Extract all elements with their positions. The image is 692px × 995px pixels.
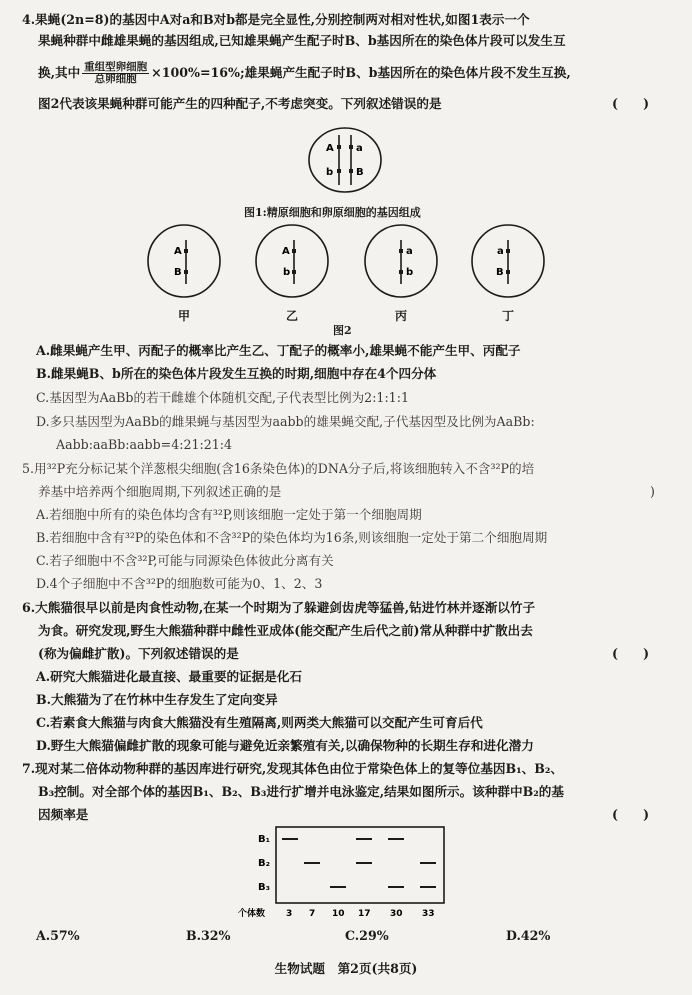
q4-option-d-cont: Aabb:aaBb:aabb=4:21:21:4 <box>56 437 233 452</box>
q6-option-a: A.研究大熊猫进化最直接、最重要的证据是化石 <box>36 669 303 684</box>
q7-answer-b: B.32% <box>186 928 231 943</box>
q4-stem-line1: 4.果蝇(2n=8)的基因中A对a和B对b都是完全显性,分别控制两对相对性状,如图1表示一个 <box>22 12 530 27</box>
q6-answer-paren: ( ) <box>612 646 650 661</box>
gel-count-lane3: 10 <box>332 909 345 919</box>
q6-stem-line2: 为食。研究发现,野生大熊猫种群中雌性亚成体(能交配产生后代之前)常从种群中扩散出去 <box>38 623 533 638</box>
fig2-bing-gene-b: b <box>406 267 414 278</box>
q4-stem-line2: 果蝇种群中雌雄果蝇的基因组成,已知雄果蝇产生配子时B、b基因所在的染色体片段可以发生互 <box>38 33 566 48</box>
q4-fraction-numerator: 重组型卵细胞 <box>84 61 148 73</box>
page-footer: 生物试题 第2页(共8页) <box>274 961 418 976</box>
q6-option-b: B.大熊猫为了在竹林中生存发生了定向变异 <box>36 692 278 707</box>
q6-stem-line1: 6.大熊猫很早以前是肉食性动物,在某一个时期为了躲避剑齿虎等猛兽,钻进竹林并逐渐以竹子 <box>22 600 536 615</box>
q4-option-c: C.基因型为AaBb的若干雌雄个体随机交配,子代表型比例为2:1:1:1 <box>36 390 409 405</box>
q4-fraction-denominator: 总卵细胞 <box>94 73 137 85</box>
figure2-cell-yi <box>253 222 331 300</box>
q7-stem-line3: 因频率是 <box>38 807 89 822</box>
gel-electrophoresis-figure <box>238 825 450 920</box>
fig2-ding-gene-B: B <box>496 267 504 278</box>
q7-stem-line2: B₃控制。对全部个体的基因B₁、B₂、B₃进行扩增并电泳鉴定,结果如图所示。该种群中B₂的基 <box>38 784 564 799</box>
fig2-ding-gene-a: a <box>497 246 504 257</box>
fig2-jia-gene-A: A <box>174 246 182 257</box>
q5-option-b: B.若细胞中含有³²P的染色体和不含³²P的染色体均为16条,则该细胞一定处于第二个细胞周期 <box>36 530 548 545</box>
q6-stem-line3: (称为偏雌扩散)。下列叙述错误的是 <box>38 646 239 661</box>
q4-fraction <box>82 62 149 85</box>
q5-option-c: C.若子细胞中不含³²P,可能与同源染色体彼此分离有关 <box>36 553 334 568</box>
q4-stem-line3 <box>38 62 692 85</box>
gel-row-label-b2: B₂ <box>258 858 271 869</box>
q7-stem-line1: 7.现对某二倍体动物种群的基因库进行研究,发现其体色由位于常染色体上的复等位基因B₁、B₂、 <box>22 761 564 776</box>
q4-answer-paren: ( ) <box>612 96 650 111</box>
q7-answer-d: D.42% <box>506 928 551 943</box>
q5-option-d: D.4个子细胞中不含³²P的细胞数可能为0、1、2、3 <box>36 576 323 591</box>
figure2-cell-jia <box>145 222 223 300</box>
q5-option-a: A.若细胞中所有的染色体均含有³²P,则该细胞一定处于第一个细胞周期 <box>36 507 422 522</box>
figure2-caption: 图2 <box>333 324 352 337</box>
figure1-cell <box>305 125 385 195</box>
fig1-gene-a: a <box>356 143 363 154</box>
gel-row-label-b3: B₃ <box>258 882 271 893</box>
q5-answer-paren: ) <box>650 484 655 499</box>
q4-line3-post: ×100%=16%;雄果蝇产生配子时B、b基因所在的染色体片段不发生互换, <box>151 65 571 80</box>
q4-option-d: D.多只基因型为AaBb的雌果蝇与基因型为aabb的雄果蝇交配,子代基因型及比例为AaBb: <box>36 414 535 429</box>
q7-answer-paren: ( ) <box>612 807 650 822</box>
gel-count-label: 个体数 <box>238 909 266 919</box>
q7-answer-a: A.57% <box>36 928 80 943</box>
fig2-yi-gene-A: A <box>282 246 290 257</box>
fig2-bing-gene-a: a <box>406 246 413 257</box>
gel-row-label-b1: B₁ <box>258 834 271 845</box>
fig1-gene-B: B <box>356 167 364 178</box>
fig1-gene-A: A <box>326 143 334 154</box>
figure2-label-ding: 丁 <box>502 309 515 323</box>
gel-count-lane6: 33 <box>422 909 435 919</box>
gel-count-lane5: 30 <box>390 909 403 919</box>
figure2-label-bing: 丙 <box>395 309 408 323</box>
q5-stem-line1: 5.用³²P充分标记某个洋葱根尖细胞(含16条染色体)的DNA分子后,将该细胞转入不含³²P的培 <box>22 461 535 476</box>
q4-option-a: A.雌果蝇产生甲、丙配子的概率比产生乙、丁配子的概率小,雄果蝇不能产生甲、丙配子 <box>36 343 521 358</box>
gel-count-lane2: 7 <box>309 909 316 919</box>
figure2-label-yi: 乙 <box>286 309 299 323</box>
figure2-cell-ding <box>469 222 547 300</box>
q6-option-c: C.若素食大熊猫与肉食大熊猫没有生殖隔离,则两类大熊猫可以交配产生可育后代 <box>36 715 483 730</box>
figure2-label-jia: 甲 <box>178 309 191 323</box>
fig2-yi-gene-b: b <box>283 267 291 278</box>
q6-option-d: D.野生大熊猫偏雌扩散的现象可能与避免近亲繁殖有关,以确保物种的长期生存和进化潜力 <box>36 738 534 753</box>
fig2-jia-gene-B: B <box>174 267 182 278</box>
gel-count-lane4: 17 <box>358 909 371 919</box>
q4-stem-line4: 图2代表该果蝇种群可能产生的四种配子,不考虑突变。下列叙述错误的是 <box>38 96 442 111</box>
figure1-caption: 图1:精原细胞和卵原细胞的基因组成 <box>244 206 421 219</box>
fig1-gene-b: b <box>326 167 334 178</box>
gel-count-lane1: 3 <box>286 909 293 919</box>
q7-answer-c: C.29% <box>345 928 389 943</box>
q5-stem-line2: 养基中培养两个细胞周期,下列叙述正确的是 <box>38 484 282 499</box>
q4-option-b: B.雌果蝇B、b所在的染色体片段发生互换的时期,细胞中存在4个四分体 <box>36 366 437 381</box>
figure2-cell-bing <box>362 222 440 300</box>
q4-line3-pre: 换,其中 <box>38 65 81 80</box>
